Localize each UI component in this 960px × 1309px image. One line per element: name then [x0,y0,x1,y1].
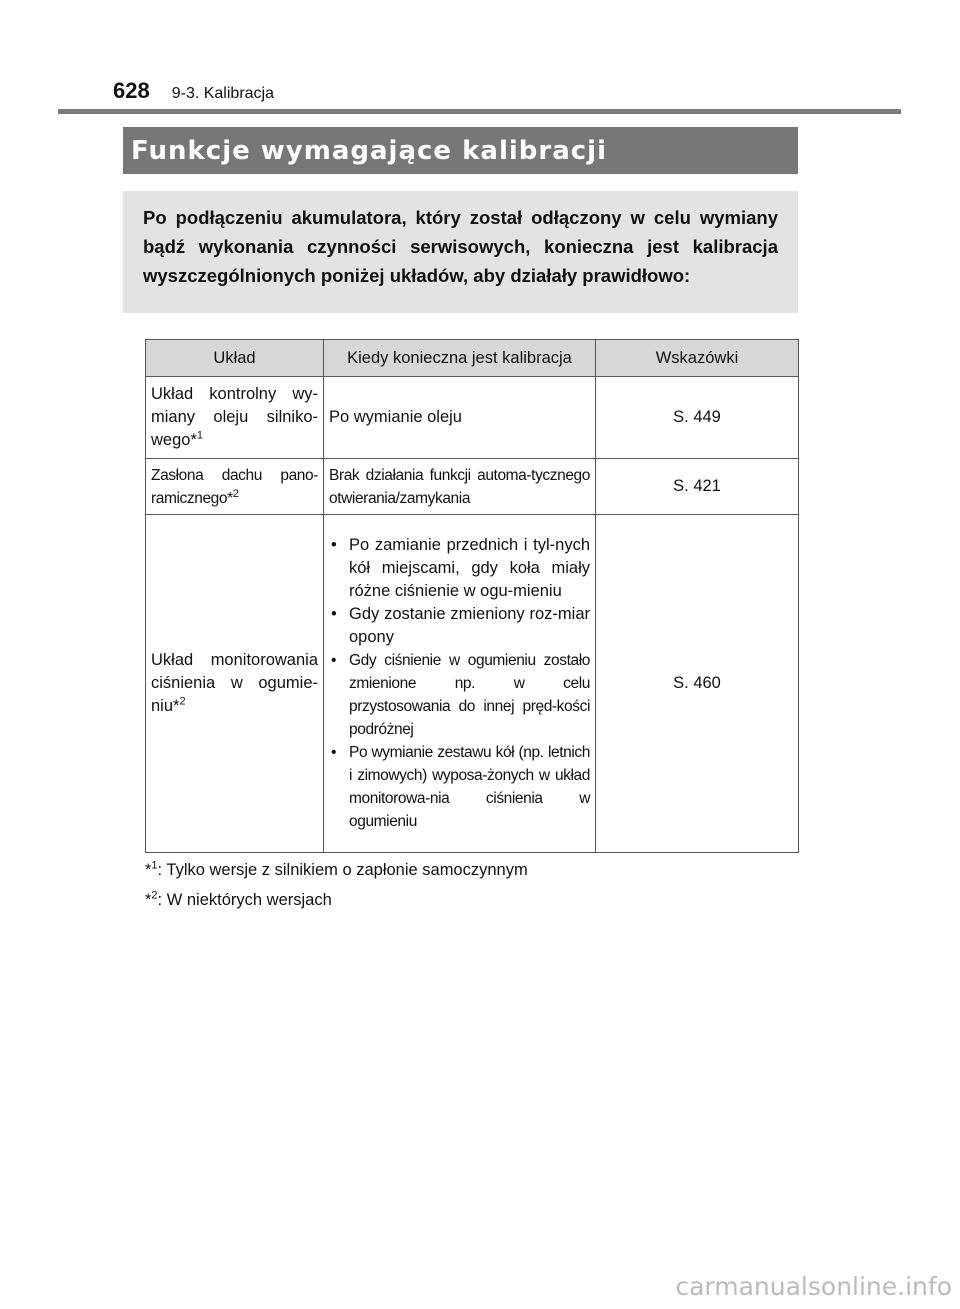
column-header-when: Kiedy konieczna jest kalibracja [324,340,596,377]
reference-cell: S. 449 [596,377,799,459]
when-cell [324,377,596,459]
calibration-table [145,339,799,853]
system-name: Układ monitorowania ciśnienia w ogumie-niu* [151,651,318,715]
system-cell [146,515,324,853]
page-header [113,78,274,106]
footnote-text: : Tylko wersje z silnikiem o zapłonie samoczynnym [157,861,528,879]
when-cell [324,515,596,853]
intro-note: Po podłączeniu akumulatora, który został odłączony w celu wymiany bądź wykonania czynności serwisowych, konieczna jest kalibracja wyszczególnionych poniżej układów, aby działały prawidłowo: [123,191,798,313]
list-item: • Gdy ciśnienie w ogumieniu zostało zmienione np. w celu przystosowania do innej pręd-kości podróżnej [329,649,590,741]
reference-cell: S. 460 [596,515,799,853]
footnote-number: 1 [151,859,158,872]
table-row [146,377,799,459]
footnote-ref: 1 [196,429,203,442]
table-header-row [146,340,799,377]
system-cell [146,377,324,459]
table-row [146,515,799,853]
condition-list [329,534,590,833]
list-item: • Gdy zostanie zmieniony roz-miar opony [329,603,590,649]
footnotes [145,858,528,918]
system-name: Układ kontrolny wy-miany oleju silniko-wego* [151,385,318,449]
when-text: Brak działania funkcji automa-tycznego otwierania/zamykania [329,466,590,507]
table-row [146,459,799,515]
footnote-number: 2 [151,889,158,902]
watermark: carmanualsonline.info [675,1272,952,1301]
system-cell [146,459,324,515]
column-header-system: Układ [146,340,324,377]
page-number: 628 [113,78,150,103]
header-divider [58,109,901,114]
section-title: Funkcje wymagające kalibracji [123,127,798,174]
footnote-mark: * [145,861,152,879]
footnote-text: : W niektórych wersjach [157,891,332,909]
list-item: • Po zamianie przednich i tyl-nych kół miejscami, gdy koła miały różne ciśnienie w ogu-mieniu [329,534,590,603]
footnote-ref: 2 [232,487,239,500]
reference-cell: S. 421 [596,459,799,515]
when-text: Po wymianie oleju [329,408,462,426]
footnote-1 [145,858,528,888]
section-label: 9-3. Kalibracja [171,85,274,102]
footnote-ref: 2 [179,695,186,708]
system-name: Zasłona dachu pano-ramicznego* [151,466,318,507]
when-cell [324,459,596,515]
footnote-mark: * [145,891,152,909]
list-item: • Po wymianie zestawu kół (np. letnich i zimowych) wyposa-żonych w układ monitorowa-nia ciśnienia w ogumieniu [329,741,590,833]
column-header-reference: Wskazówki [596,340,799,377]
footnote-2 [145,888,528,918]
